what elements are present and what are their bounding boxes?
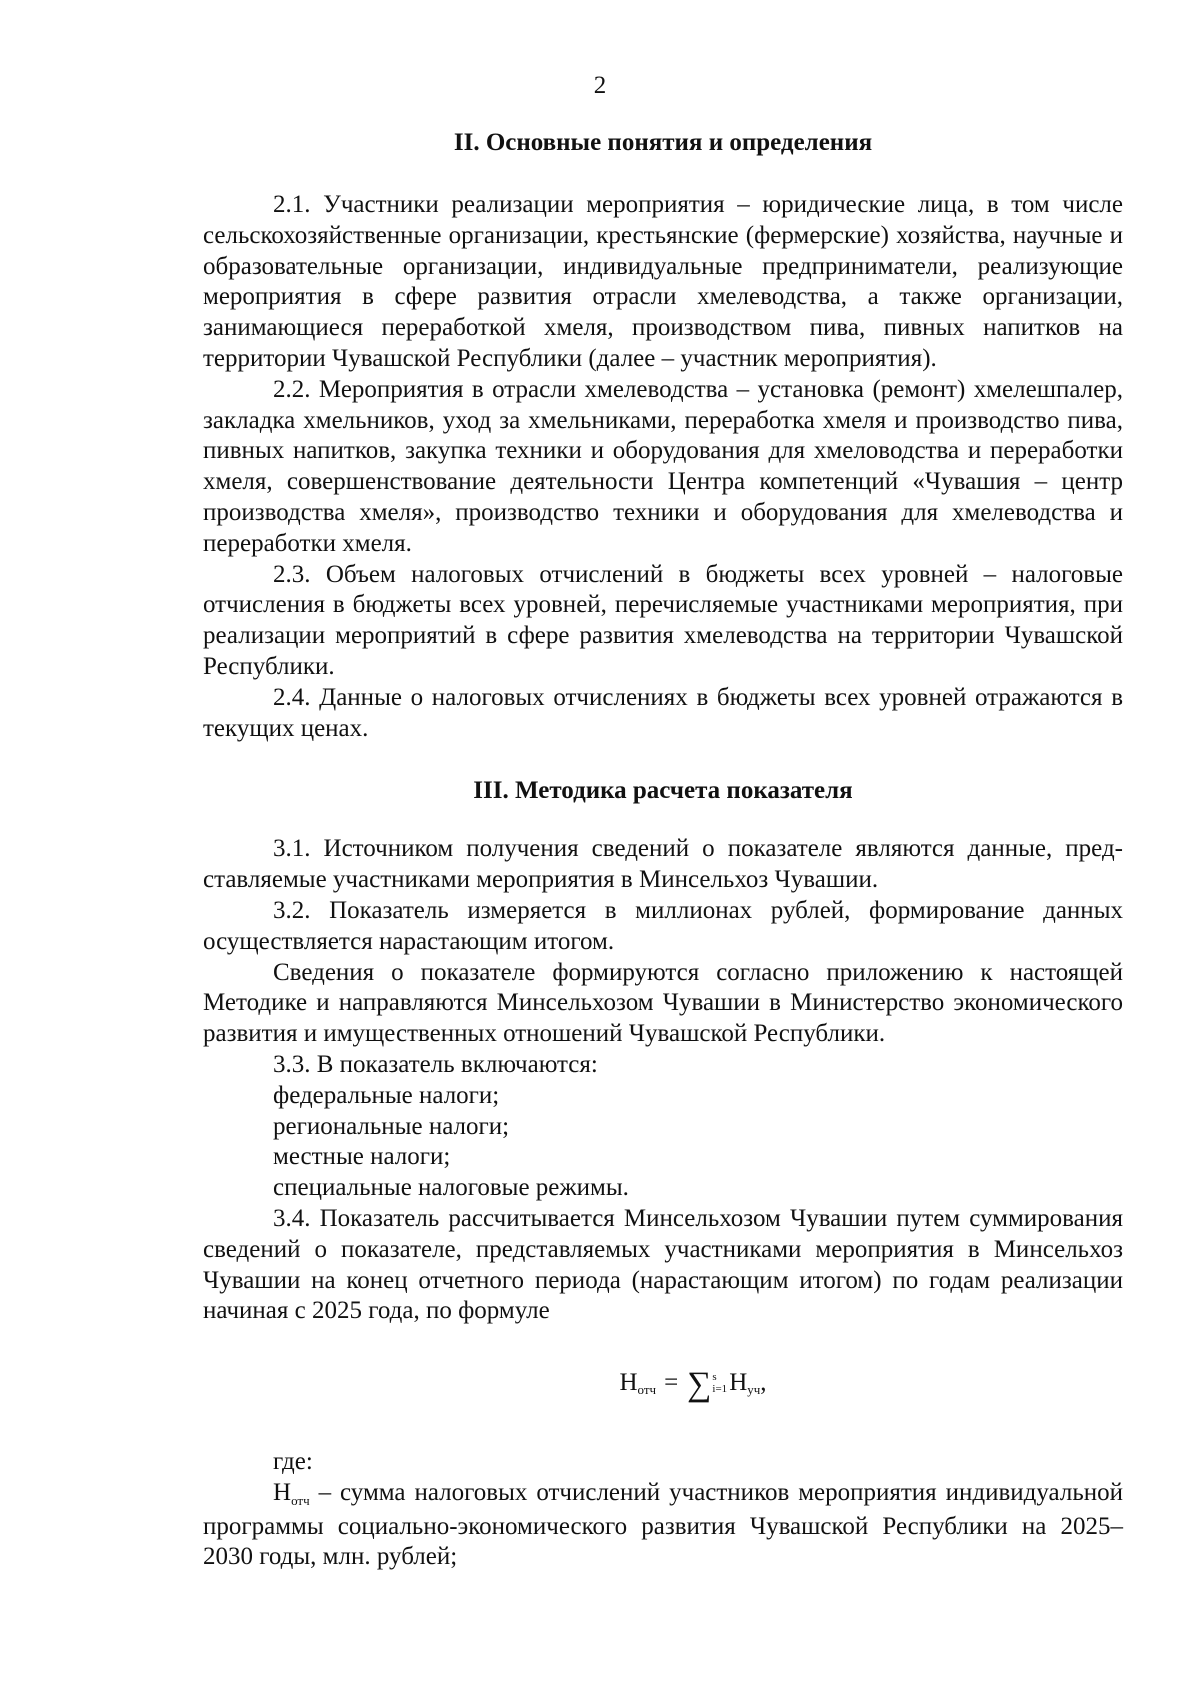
formula-rhs: Н [729,1369,748,1397]
formula-rhs-subscript: уч [747,1382,761,1398]
paragraph-2-3: 2.3. Объем налоговых отчислений в бюджеты всех уровней – налоговые отчисления в бюджеты всех уровней, перечисляемые участниками мероприятия, при реализации мероприятий в сфере развития хмелеводства на территории Чувашской Республики. [203,560,1123,680]
formula-equals: = [664,1369,679,1397]
paragraph-3-4: 3.4. Показатель рассчитывается Минсельхозом Чувашии путем суммирования сведений о показателе, представляемых участниками мероприятия в Минсельхоз Чувашии на конец отчетного периода (нарастающим итогом) по годам реализации начиная с 2025 года, по формуле [203,1204,1123,1325]
sum-formula [203,1353,1123,1413]
where-label: где: [273,1448,313,1476]
formula-lhs: Н [619,1369,638,1397]
paragraph-3-2: 3.2. Показатель измеряется в миллионах рублей, формирование данных осуществляется нарастающим итогом. [203,896,1123,955]
list-item-federal-taxes: федеральные налоги; [273,1081,500,1109]
document-body [203,128,1123,1573]
summation-symbol: ∑ [687,1366,712,1404]
formula-lhs-subscript: отч [637,1382,657,1398]
paragraph-3-1: 3.1. Источником получения сведений о показателе являются данные, представляемые участниками мероприятия в Минсельхоз Чувашии. [203,835,1123,894]
list-item-local-taxes: местные налоги; [273,1143,451,1171]
paragraph-2-2: 2.2. Мероприятия в отрасли хмелеводства – установка (ремонт) хмелешпалер, закладка хмельников, уход за хмельниками, переработка хмеля и производство пива, пивных напитков, закупка техники и оборудования для хмеловодства и переработки хмеля, совершенствование деятельности Центра компетенций «Чувашия – центр производства хмеля», производство техники и оборудования для хмелеводства и переработки хмеля. [203,375,1123,557]
definition-symbol: Н [273,1478,292,1506]
section-2-title: II. Основные понятия и определения [453,129,873,156]
section-3-title: III. Методика расчета показателя [473,777,853,805]
list-item-special-regimes: специальные налоговые режимы. [273,1174,629,1202]
definition-subscript: отч [291,1492,310,1508]
page-number: 2 [593,72,607,99]
summation-upper-limit: s [712,1371,717,1384]
paragraph-3-3: 3.3. В показатель включаются: [273,1050,598,1078]
definition-n-otch [203,1478,1123,1573]
summation-lower-limit: i=1 [712,1383,728,1396]
summation-limits [712,1371,727,1395]
paragraph-2-4: 2.4. Данные о налоговых отчислениях в бюджеты всех уровней отражаются в текущих ценах. [203,683,1123,742]
formula-tail: , [760,1369,767,1397]
paragraph-3-2-info: Сведения о показателе формируются согласно приложению к настоящей Методике и направляются Минсельхозом Чувашии в Министерство экономического развития и имущественных отношений Чувашской Республики. [203,958,1123,1048]
definition-text: – сумма налоговых отчислений участников мероприятия индивидуальной программы социально-экономического развития Чувашской Республики на 2025–2030 годы, млн. рублей; [203,1478,1123,1571]
list-item-regional-taxes: региональные налоги; [273,1112,510,1140]
paragraph-2-1: 2.1. Участники реализации мероприятия – юридические лица, в том числе сельскохозяйственные организации, крестьянские (фермерские) хозяйства, научные и образовательные организации, индивидуальные предприниматели, реализующие мероприятия в сфере развития отрасли хмелеводства, а также организации, занимающиеся переработкой хмеля, производством пива, пивных напитков на территории Чувашской Республики (далее – участник мероприятия). [203,191,1123,372]
